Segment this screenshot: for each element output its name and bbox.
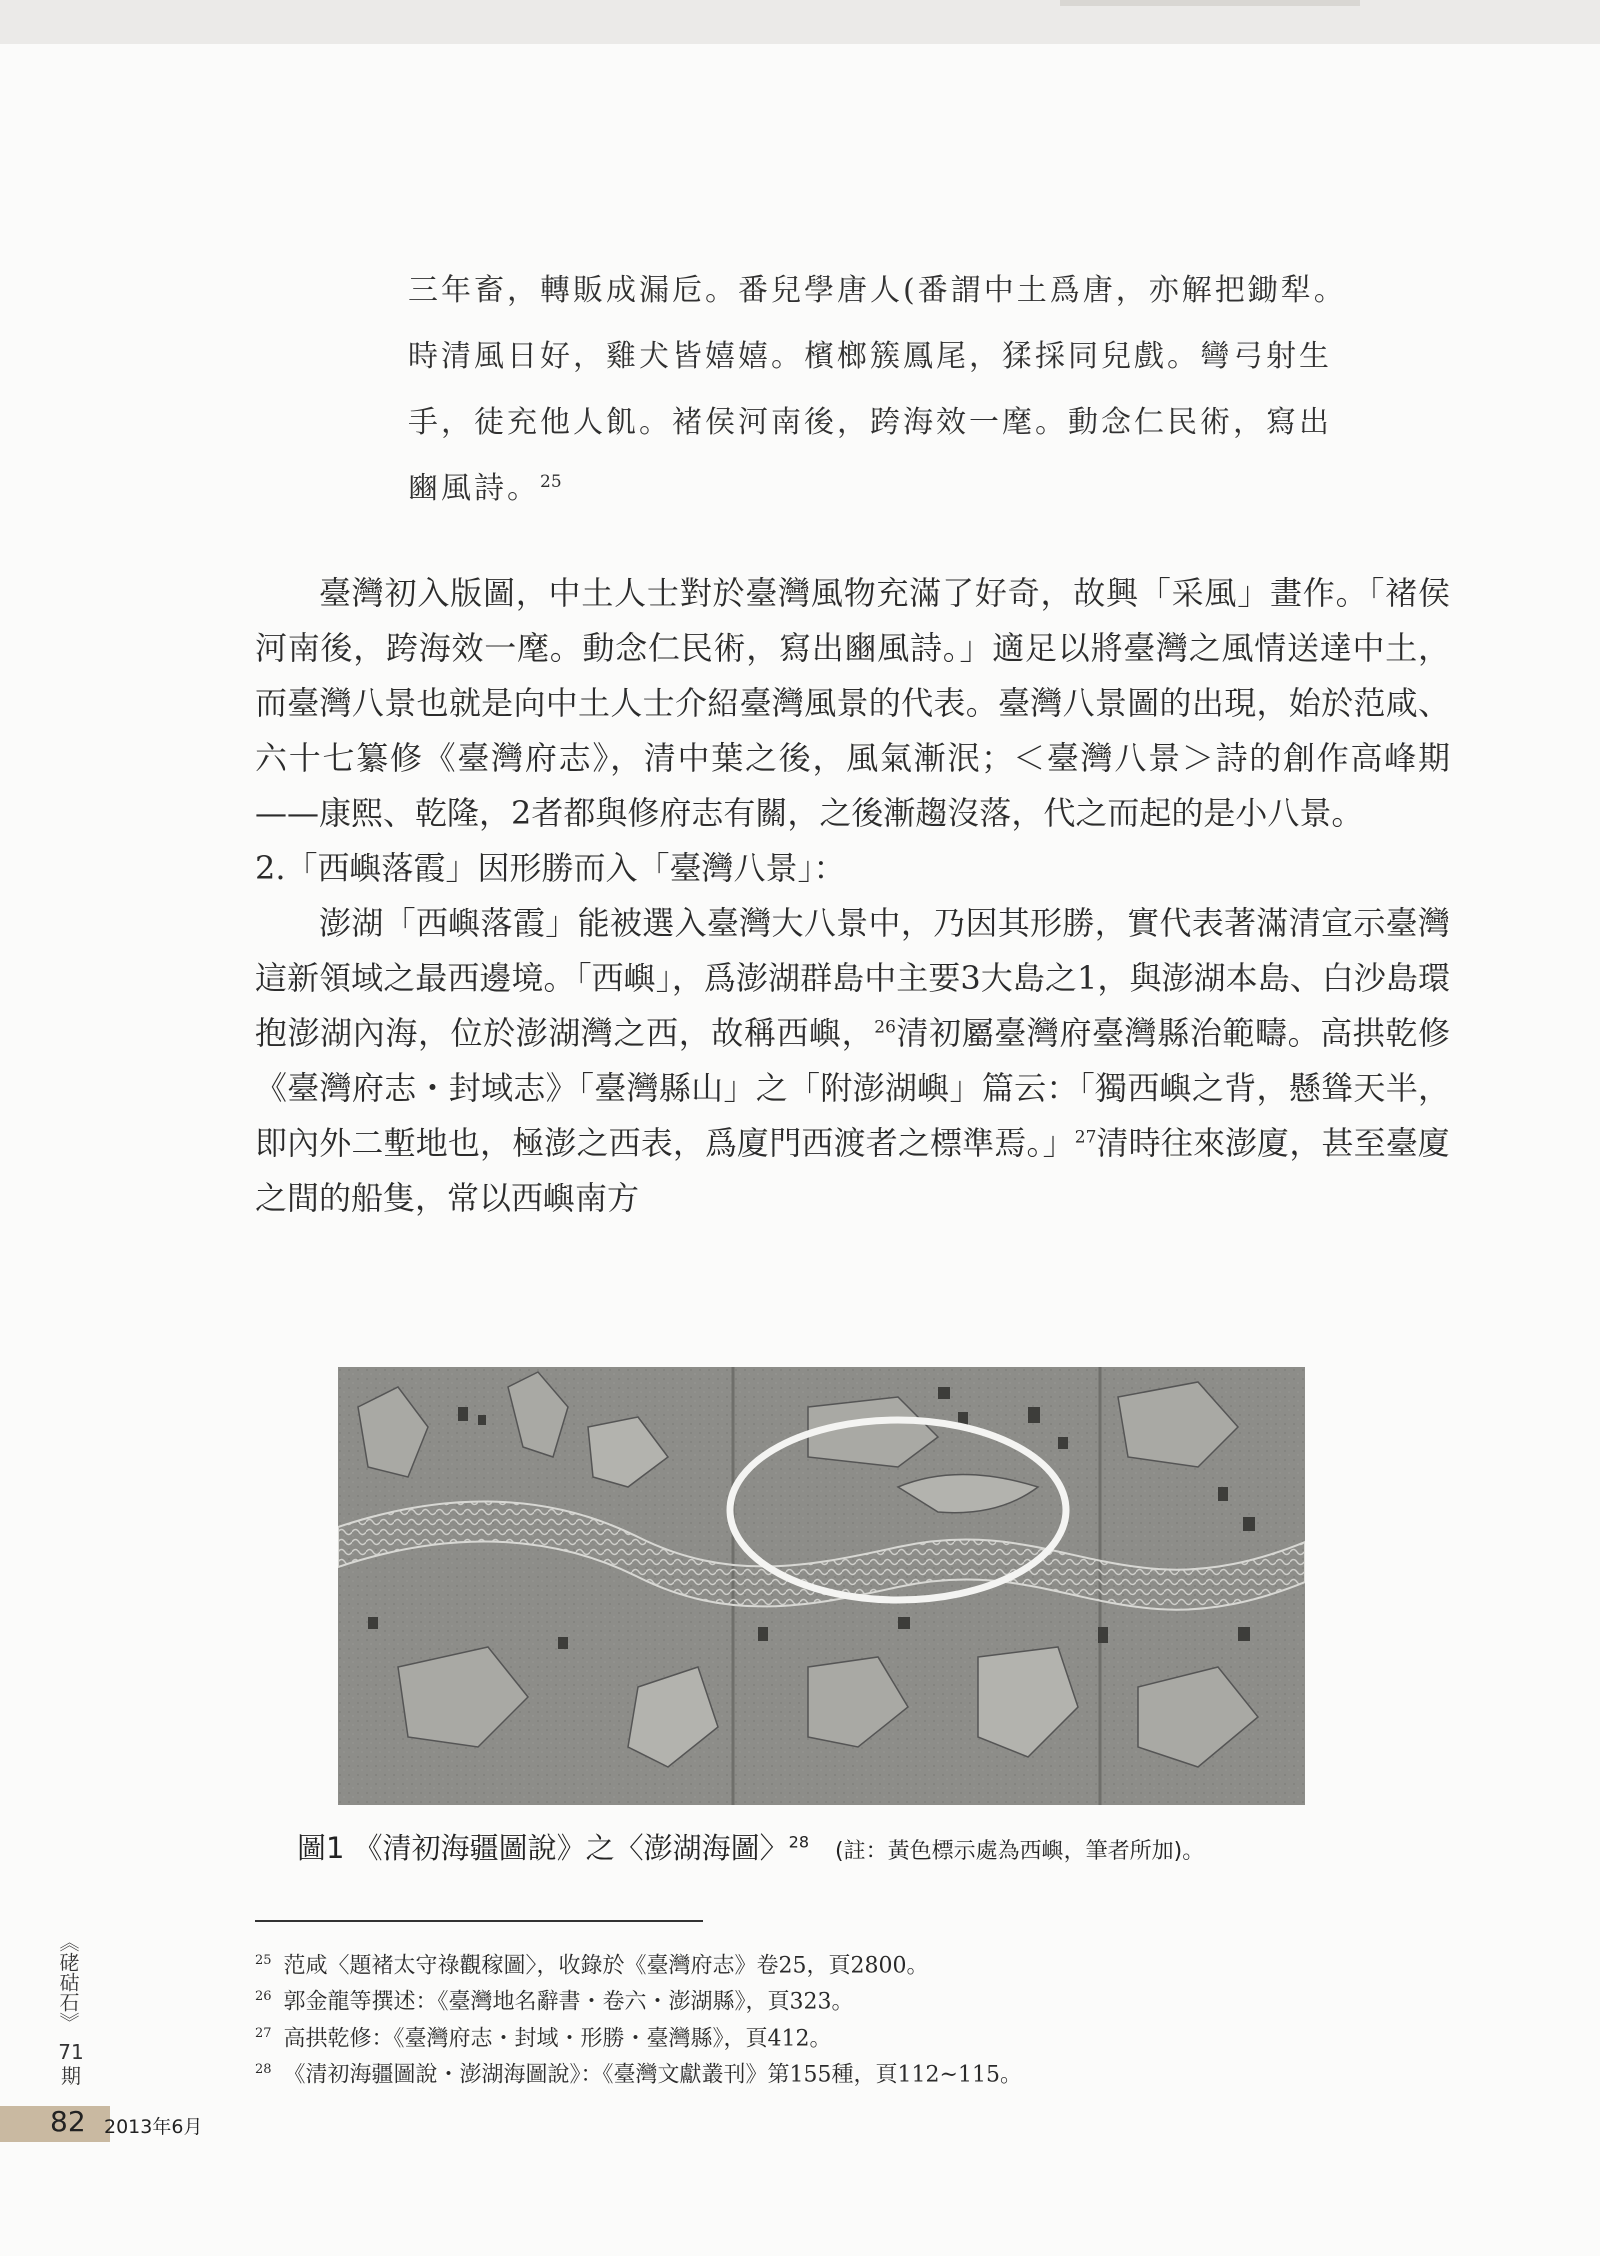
footnote-ref-26: 26 (874, 1017, 896, 1038)
paragraph-1: 臺灣初入版圖，中土人士對於臺灣風物充滿了好奇，故興「采風」畫作。「褚侯河南後，跨海效一麾。動念仁民術，寫出豳風詩。」適足以將臺灣之風情送達中土，而臺灣八景也就是向中土人士介紹臺灣風景的代表。臺灣八景圖的出現，始於范咸、六十七纂修《臺灣府志》，清中葉之後，風氣漸泯；＜臺灣八景＞詩的創作高峰期——康熙、乾隆，2者都與修府志有關，之後漸趨沒落，代之而起的是小八景。 (255, 574, 1450, 832)
footnote-ref-25: 25 (540, 472, 562, 492)
footnote-text: 郭金龍等撰述：《臺灣地名辭書・卷六・澎湖縣》，頁323。 (283, 1989, 854, 2015)
footnote-divider (255, 1920, 703, 1922)
issue-unit: 期 (61, 2064, 81, 2088)
figure-caption (297, 1826, 1397, 1867)
caption-footnote-ref: 28 (788, 1832, 810, 1852)
caption-note: (註：黃色標示處為西嶼，筆者所加)。 (835, 1839, 1205, 1864)
footnote-text: 范咸〈題褚太守祿觀稼圖〉，收錄於《臺灣府志》卷25，頁2800。 (283, 1953, 929, 1979)
scan-top-band (0, 0, 1600, 44)
section-heading-2: 2.「西嶼落霞」因形勝而入「臺灣八景」： (255, 849, 846, 887)
scan-top-mark (1060, 0, 1360, 6)
penghu-sea-map-image (338, 1367, 1305, 1805)
poem-line-4 (408, 456, 1448, 522)
footnote-number: 28 (255, 2061, 272, 2077)
footnote-number: 26 (255, 1989, 272, 2005)
footnote-ref-27: 27 (1074, 1127, 1097, 1148)
poem-line-3: 手，徒充他人飢。褚侯河南後，跨海效一麾。動念仁民術，寫出 (408, 405, 1332, 440)
poem-line-1: 三年畜，轉販成漏卮。番兒學唐人(番謂中土爲唐，亦解把鋤犁。 (408, 273, 1347, 308)
footnote-number: 25 (255, 1953, 272, 1968)
body-text (255, 566, 1450, 1226)
page-number: 82 (50, 2105, 86, 2138)
journal-name: 《硓𥑮石》 (56, 1932, 80, 2032)
footnote-27 (255, 2018, 1355, 2054)
footnote-28 (255, 2054, 1355, 2090)
footnote-number: 27 (255, 2025, 272, 2041)
poem-line-4-text: 豳風詩。 (408, 471, 540, 506)
footnote-26 (255, 1981, 1355, 2017)
paragraph-2-part-c: 清時往來澎廈，甚至臺廈之間的船隻，常以西嶼南方 (255, 1124, 1450, 1217)
footnotes (255, 1945, 1355, 2090)
footnote-text: 《清初海疆圖說・澎湖海圖說》：《臺灣文獻叢刊》第155種，頁112~115。 (283, 2062, 1022, 2088)
footnote-text: 高拱乾修：《臺灣府志・封域・形勝・臺灣縣》，頁412。 (283, 2025, 832, 2051)
issue-date: 2013年6月 (104, 2116, 203, 2138)
paragraph-2-part-b: 清初屬臺灣府臺灣縣治範疇。高拱乾修《臺灣府志・封域志》「臺灣縣山」之「附澎湖嶼」篇云：「獨西嶼之背，懸聳天半，即內外二塹地也，極澎之西表，爲廈門西渡者之標準焉。」 (255, 1014, 1450, 1162)
paragraph-2 (255, 896, 1450, 1226)
paragraph-2-part-a: 澎湖「西嶼落霞」能被選入臺灣大八景中，乃因其形勝，實代表著滿清宣示臺灣這新領域之最西邊境。「西嶼」，爲澎湖群島中主要3大島之1，與澎湖本島、白沙島環抱澎湖內海，位於澎湖灣之西，故稱西嶼， (255, 904, 1450, 1052)
map-figure (338, 1367, 1305, 1805)
poem-line-2: 時清風日好，雞犬皆嬉嬉。檳榔簇鳳尾，猱採同兒戲。彎弓射生 (408, 339, 1332, 374)
journal-side-title (56, 1932, 86, 2088)
caption-main: 圖1 《清初海疆圖說》之〈澎湖海圖〉 (297, 1831, 789, 1865)
issue-number: 71 (58, 2040, 84, 2064)
footnote-25 (255, 1945, 1355, 1981)
poem-quotation (408, 258, 1448, 522)
